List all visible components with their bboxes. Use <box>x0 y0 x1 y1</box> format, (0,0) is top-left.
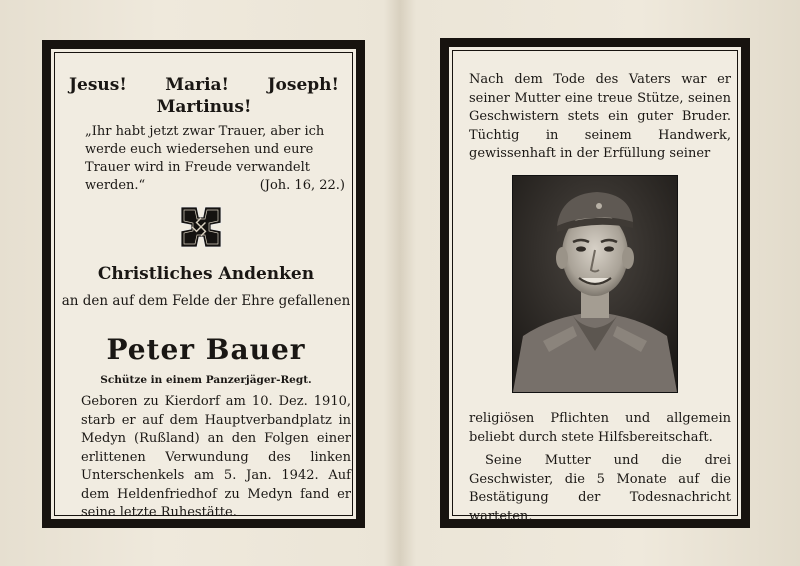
tribute-text-middle: religiösen Pflichten und allgemein beliebt durch stete Hilfsbereitschaft. <box>469 411 731 445</box>
iron-cross-icon <box>177 203 225 251</box>
tribute-text-bottom: Seine Mutter und die drei Geschwister, die 5 Monate auf die Bestätigung der Todesnachricht warteten, <box>469 453 731 524</box>
memorial-heading: Christliches Andenken <box>97 264 315 284</box>
invocation <box>69 74 339 118</box>
right-page <box>440 38 750 528</box>
biography-text: Geboren zu Kierdorf am 10. Dez. 1910, starb er auf dem Hauptverbandplatz in Medyn (Rußland) an den Folgen einer erlittenen Verwundung des linken Unterschenkels am 5. Jan. 1942. Auf dem Heldenfriedhof zu Medyn fand er seine letzte Ruhestätte. <box>81 394 351 520</box>
tribute-text-top: Nach dem Tode des Vaters war er seiner Mutter eine treue Stütze, seinen Geschwistern stets ein guter Bruder. Tüchtig in seinem Handwerk, gewissenhaft in der Erfüllung seiner <box>469 72 731 161</box>
invocation-martinus: Martinus! <box>156 97 252 117</box>
invocation-maria: Maria! <box>165 75 230 95</box>
portrait-photo <box>512 175 678 393</box>
quote-text: „Ihr habt jetzt zwar Trauer, aber ich werde euch wiedersehen und eure Trauer wird in Freude verwandelt werden.“ <box>85 124 325 193</box>
memorial-subheading: an den auf dem Felde der Ehre gefallenen <box>61 293 351 309</box>
military-unit: Schütze in einem Panzerjäger-Regt. <box>100 374 312 386</box>
bible-quote <box>85 123 345 195</box>
invocation-jesus: Jesus! <box>69 75 127 95</box>
left-page <box>42 40 365 528</box>
deceased-name: Peter Bauer <box>106 333 306 366</box>
invocation-joseph: Joseph! <box>267 75 339 95</box>
quote-reference: (Joh. 16, 22.) <box>259 178 345 193</box>
